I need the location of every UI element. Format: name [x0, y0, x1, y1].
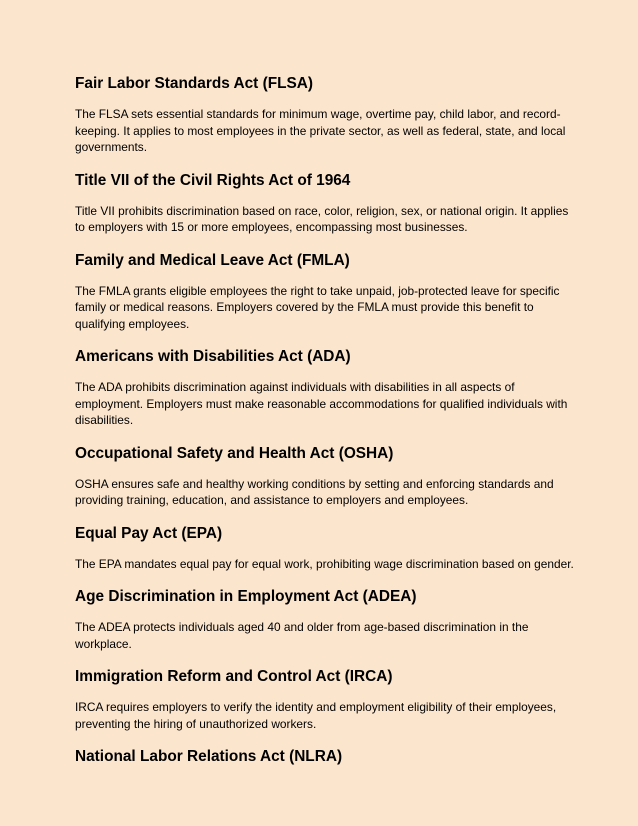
section-epa: [75, 524, 578, 573]
section-nlra: [75, 747, 578, 766]
section-heading: Title VII of the Civil Rights Act of 1964: [75, 171, 351, 189]
section-adea: [75, 587, 578, 652]
section-fmla: [75, 251, 578, 333]
section-body: The ADA prohibits discrimination against individuals with disabilities in all aspects of employment. Employers must make reasonable accommodations for qualified individuals with disabilities.: [75, 380, 568, 427]
section-irca: [75, 667, 578, 732]
section-heading: Family and Medical Leave Act (FMLA): [75, 251, 350, 269]
section-heading: Equal Pay Act (EPA): [75, 524, 223, 542]
section-body: OSHA ensures safe and healthy working conditions by setting and enforcing standards and providing training, education, and assistance to employers and employees.: [75, 476, 554, 507]
section-heading: National Labor Relations Act (NLRA): [75, 748, 343, 765]
section-body: Title VII prohibits discrimination based on race, color, religion, sex, or national origin. It applies to employers with 15 or more employees, encompassing most businesses.: [75, 203, 569, 234]
section-heading: Age Discrimination in Employment Act (ADEA): [75, 588, 417, 605]
section-body: The FLSA sets essential standards for minimum wage, overtime pay, child labor, and record-keeping. It applies to most employees in the private sector, as well as federal, state, and local governments.: [75, 107, 566, 154]
section-heading: Fair Labor Standards Act (FLSA): [75, 75, 314, 92]
section-heading: Occupational Safety and Health Act (OSHA): [75, 444, 394, 462]
section-heading: Immigration Reform and Control Act (IRCA): [75, 668, 393, 685]
section-title-vii: [75, 171, 578, 236]
section-body: The EPA mandates equal pay for equal work, prohibiting wage discrimination based on gender.: [75, 556, 574, 571]
section-heading: Americans with Disabilities Act (ADA): [75, 348, 351, 365]
section-ada: [75, 347, 578, 429]
section-flsa: [75, 74, 578, 156]
section-body: The ADEA protects individuals aged 40 and older from age-based discrimination in the workplace.: [75, 620, 529, 651]
section-body: IRCA requires employers to verify the identity and employment eligibility of their employees, preventing the hiring of unauthorized workers.: [75, 700, 557, 731]
section-body: The FMLA grants eligible employees the right to take unpaid, job-protected leave for specific family or medical reasons. Employers covered by the FMLA must provide this benefit to qualifying employees.: [75, 283, 560, 331]
section-osha: [75, 444, 578, 509]
